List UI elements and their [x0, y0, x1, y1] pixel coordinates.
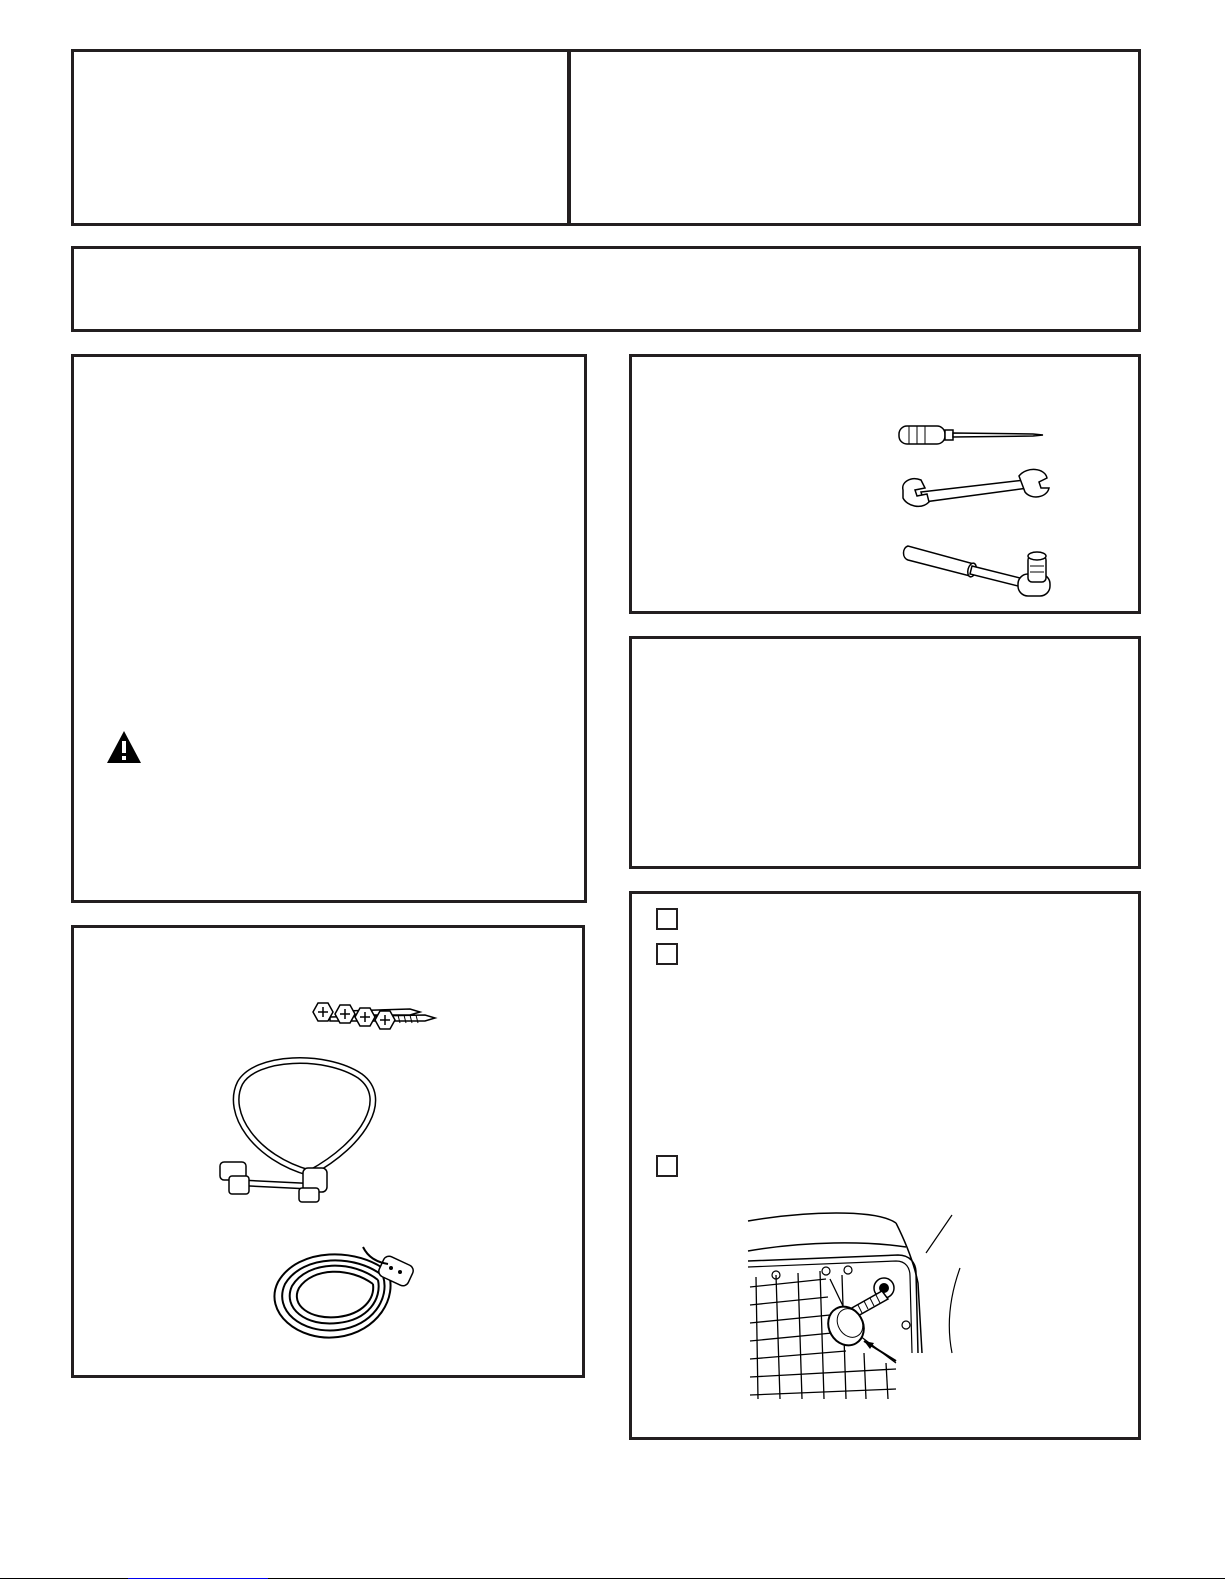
warning-triangle-icon: [106, 730, 142, 764]
drain-hose-icon: [268, 1242, 428, 1347]
screws-icon: [300, 995, 440, 1040]
footer-link[interactable]: [128, 1578, 268, 1579]
header-divider: [567, 49, 571, 226]
tools-box: [629, 354, 1141, 614]
header-box: [71, 49, 1141, 226]
leveling-leg-illustration: [746, 1213, 958, 1399]
screwdriver-icon: [897, 422, 1047, 448]
nut-driver-icon: [900, 536, 1060, 602]
checklist-checkbox-1[interactable]: [656, 908, 678, 930]
instructions-box: [71, 354, 587, 903]
banner-box: [71, 246, 1141, 332]
open-end-wrench-icon: [897, 464, 1052, 516]
materials-box: [629, 636, 1141, 869]
checklist-checkbox-2[interactable]: [656, 943, 678, 965]
checklist-checkbox-3[interactable]: [656, 1155, 678, 1177]
water-hose-icon: [215, 1058, 385, 1208]
